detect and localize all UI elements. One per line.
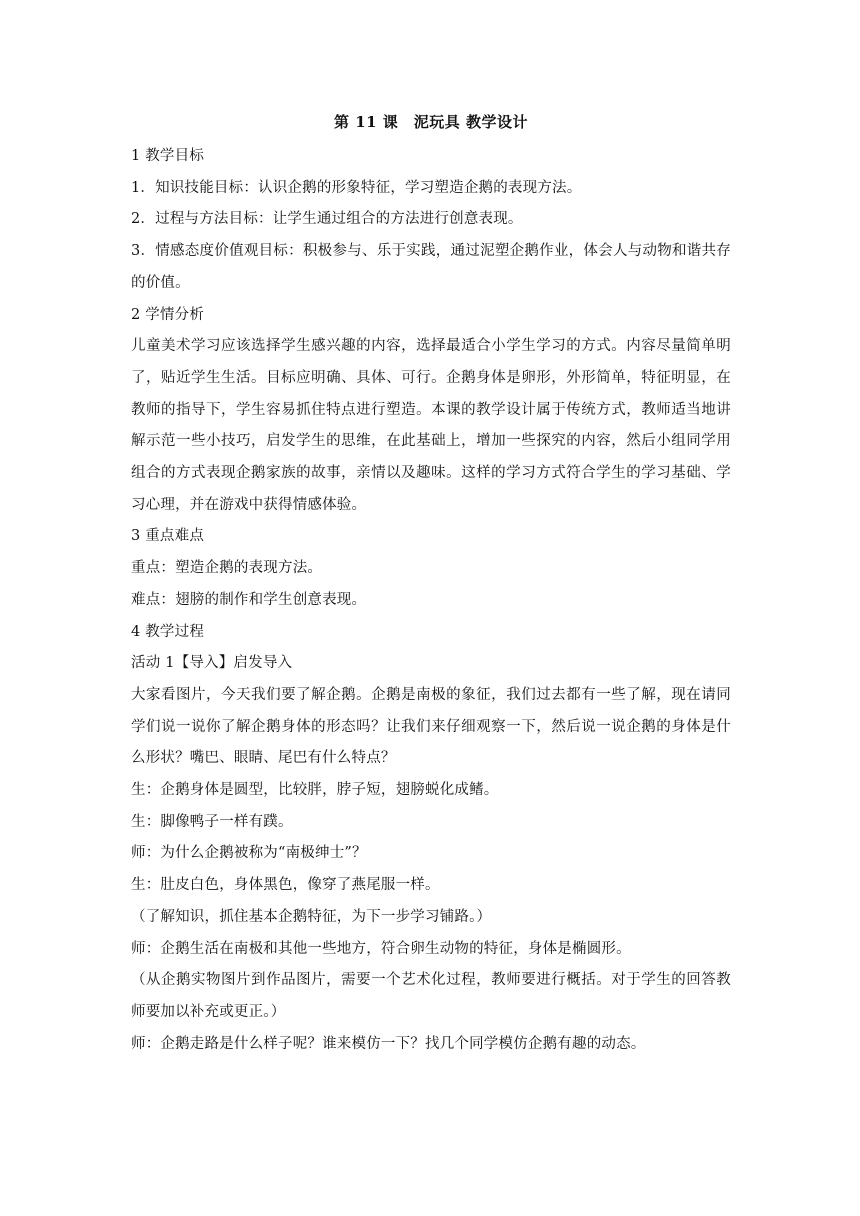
document-body — [131, 108, 731, 1060]
section-heading-analysis: 2 学情分析 — [131, 306, 205, 323]
section-heading-key-points: 3 重点难点 — [131, 528, 205, 545]
objective-emotion: 3．情感态度价值观目标：积极参与、乐于实践，通过泥塑企鹅作业，体会人与动物和谐共存的价值。 — [131, 243, 731, 291]
dialogue-line: 师：企鹅生活在南极和其他一些地方，符合卵生动物的特征，身体是椭圆形。 — [131, 940, 631, 957]
teaching-note: （了解知识，抓住基本企鹅特征，为下一步学习铺路。） — [131, 908, 492, 925]
dialogue-line: 生：脚像鸭子一样有蹼。 — [131, 813, 293, 830]
objective-process: 2．过程与方法目标：让学生通过组合的方法进行创意表现。 — [131, 211, 523, 228]
dialogue-line: 生：企鹅身体是圆型，比较胖，脖子短，翅膀蜕化成鳍。 — [131, 782, 499, 799]
teaching-note: （从企鹅实物图片到作品图片，需要一个艺术化过程，教师要进行概括。对于学生的回答教师要加以补充或更正。） — [131, 972, 731, 1020]
dialogue-line: 师：为什么企鹅被称为“南极绅士”？ — [131, 845, 367, 862]
document-title: 第 11 课 泥玩具 教学设计 — [333, 113, 529, 131]
objective-knowledge: 1．知识技能目标：认识企鹅的形象特征，学习塑造企鹅的表现方法。 — [131, 179, 582, 196]
section-heading-objectives: 1 教学目标 — [131, 148, 205, 164]
difficult-point: 难点：翅膀的制作和学生创意表现。 — [131, 591, 367, 608]
analysis-paragraph: 儿童美术学习应该选择学生感兴趣的内容，选择最适合小学生学习的方式。内容尽量简单明了，贴近学生生活。目标应明确、具体、可行。企鹅身体是卵形，外形简单，特征明显，在教师的指导下，学生容易抓住特点进行塑造。本课的教学设计属于传统方式，教师适当地讲解示范一些小技巧，启发学生的思维，在此基础上，增加一些探究的内容，然后小组同学用组合的方式表现企鹅家族的故事，亲情以及趣味。这样的学习方式符合学生的学习基础、学习心理，并在游戏中获得情感体验。 — [131, 338, 731, 513]
key-point: 重点：塑造企鹅的表现方法。 — [131, 560, 323, 577]
dialogue-line: 生：肚皮白色，身体黑色，像穿了燕尾服一样。 — [131, 877, 440, 894]
activity-heading: 活动 1【导入】启发导入 — [131, 655, 293, 672]
section-heading-process: 4 教学过程 — [131, 623, 205, 640]
dialogue-line: 师：企鹅走路是什么样子呢？谁来模仿一下？找几个同学模仿企鹅有趣的动态。 — [131, 1035, 646, 1052]
activity-intro-paragraph: 大家看图片，今天我们要了解企鹅。企鹅是南极的象征，我们过去都有一些了解，现在请同学们说一说你了解企鹅身体的形态吗？让我们来仔细观察一下，然后说一说企鹅的身体是什么形状？嘴巴、眼睛、尾巴有什么特点？ — [131, 686, 731, 767]
